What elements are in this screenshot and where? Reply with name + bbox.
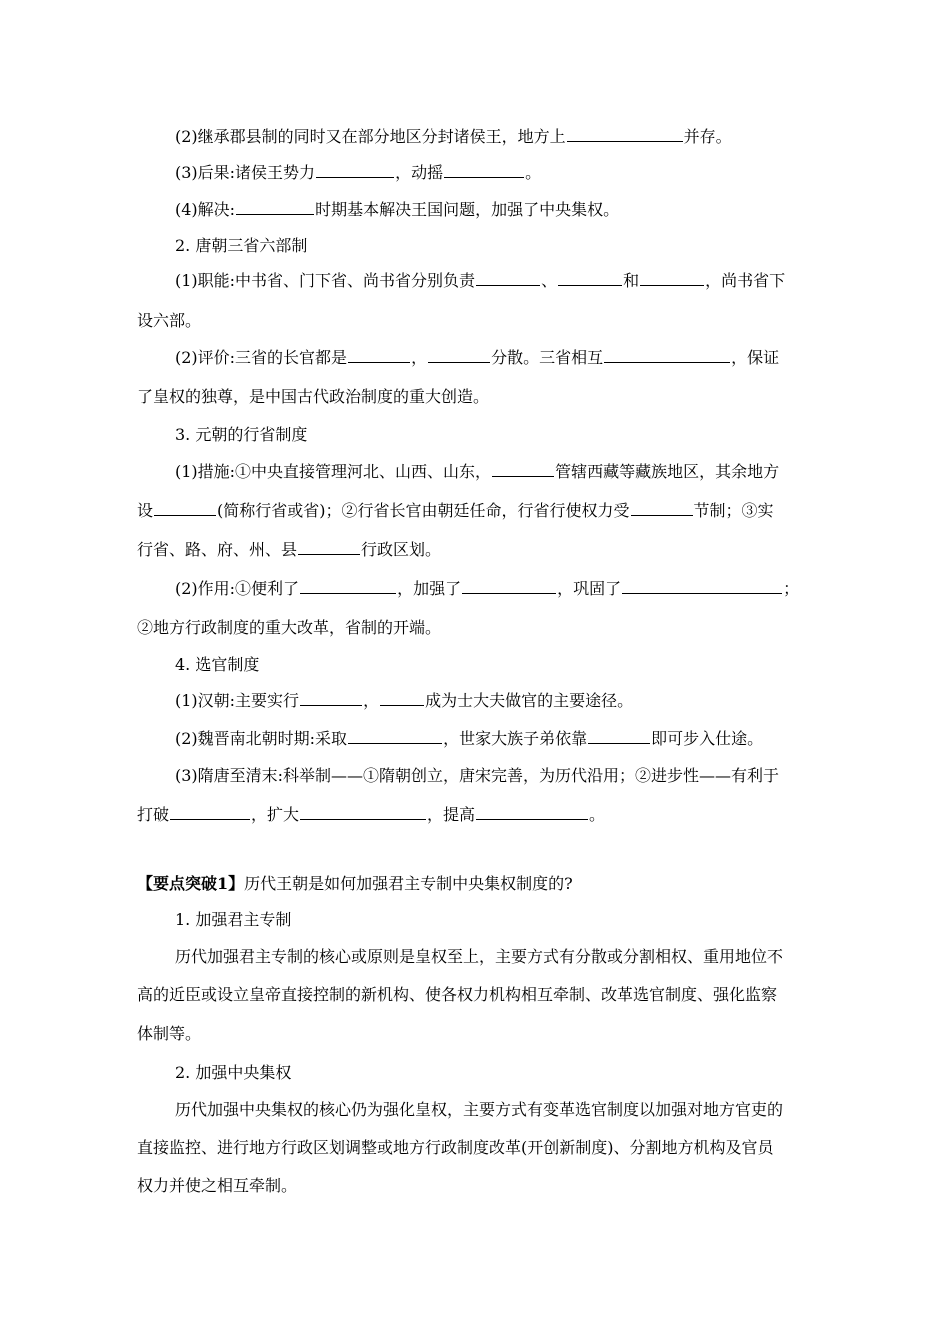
fill-blank: [316, 162, 394, 178]
paragraph-line: 高的近臣或设立皇帝直接控制的新机构、使各权力机构相互牵制、改革选官制度、强化监察: [137, 985, 778, 1004]
text-line: 打破 ，扩大 ，提高 。: [137, 805, 606, 824]
fill-blank: [640, 270, 704, 286]
section-heading: 3. 元朝的行省制度: [175, 425, 308, 444]
text-line: (4)解决: 时期基本解决王国问题，加强了中央集权。: [175, 200, 620, 219]
fill-blank: [298, 539, 360, 555]
paragraph-line: 体制等。: [137, 1024, 202, 1043]
fill-blank: [604, 347, 730, 363]
text-line: (2)继承郡县制的同时又在部分地区分封诸侯王，地方上 并存。: [175, 127, 732, 146]
text-line: (2)评价:三省的长官都是 ， 分散。三省相互 ，保证: [175, 348, 780, 367]
fill-blank: [348, 728, 442, 744]
fill-blank: [476, 270, 540, 286]
text-line: ②地方行政制度的重大改革，省制的开端。: [137, 618, 442, 637]
section-heading: 4. 选官制度: [175, 655, 260, 674]
fill-blank: [300, 804, 426, 820]
fill-blank: [476, 804, 588, 820]
text-line: (2)作用:①便利了 ，加强了 ，巩固了 ；: [175, 579, 800, 598]
paragraph-line: 权力并使之相互牵制。: [137, 1176, 298, 1195]
text-line: (3)隋唐至清末:科举制——①隋朝创立，唐宋完善，为历代沿用；②进步性——有利于: [175, 766, 780, 785]
fill-blank: [631, 500, 693, 516]
text-line: (1)职能:中书省、门下省、尚书省分别负责 、 和 ，尚书省下: [175, 271, 786, 290]
text-line: 行省、路、府、州、县 行政区划。: [137, 540, 442, 559]
text-line: 了皇权的独尊，是中国古代政治制度的重大创造。: [137, 387, 490, 406]
fill-blank: [380, 690, 424, 706]
fill-blank: [428, 347, 490, 363]
section-heading: 1. 加强君主专制: [175, 910, 292, 929]
fill-blank: [236, 199, 314, 215]
paragraph-line: 历代加强君主专制的核心或原则是皇权至上，主要方式有分散或分割相权、重用地位不: [175, 947, 784, 966]
paragraph-line: 直接监控、进行地方行政区划调整或地方行政制度改革(开创新制度)、分割地方机构及官员: [137, 1138, 774, 1157]
fill-blank: [170, 804, 250, 820]
key-point-label: 【要点突破1】: [137, 874, 245, 893]
fill-blank: [300, 578, 396, 594]
text-line: (2)魏晋南北朝时期:采取 ，世家大族子弟依靠 即可步入仕途。: [175, 729, 764, 748]
fill-blank: [444, 162, 524, 178]
text-line: (1)措施:①中央直接管理河北、山西、山东， 管辖西藏等藏族地区，其余地方: [175, 462, 780, 481]
section-heading: 2. 唐朝三省六部制: [175, 236, 308, 255]
fill-blank: [154, 500, 216, 516]
fill-blank: [462, 578, 556, 594]
key-point-heading: 【要点突破1】历代王朝是如何加强君主专制中央集权制度的?: [137, 874, 573, 893]
paragraph-line: 历代加强中央集权的核心仍为强化皇权，主要方式有变革选官制度以加强对地方官吏的: [175, 1100, 784, 1119]
fill-blank: [300, 690, 362, 706]
fill-blank: [348, 347, 410, 363]
fill-blank: [558, 270, 622, 286]
fill-blank: [622, 578, 782, 594]
text-line: (3)后果:诸侯王势力 ，动摇 。: [175, 163, 542, 182]
text-line: 设六部。: [137, 311, 202, 330]
section-heading: 2. 加强中央集权: [175, 1063, 292, 1082]
fill-blank: [588, 728, 650, 744]
fill-blank: [492, 461, 554, 477]
fill-blank: [567, 126, 683, 142]
text-line: 设 (简称行省或省)；②行省长官由朝廷任命，行省行使权力受 节制；③实: [137, 501, 774, 520]
text-line: (1)汉朝:主要实行 ， 成为士大夫做官的主要途径。: [175, 691, 634, 710]
